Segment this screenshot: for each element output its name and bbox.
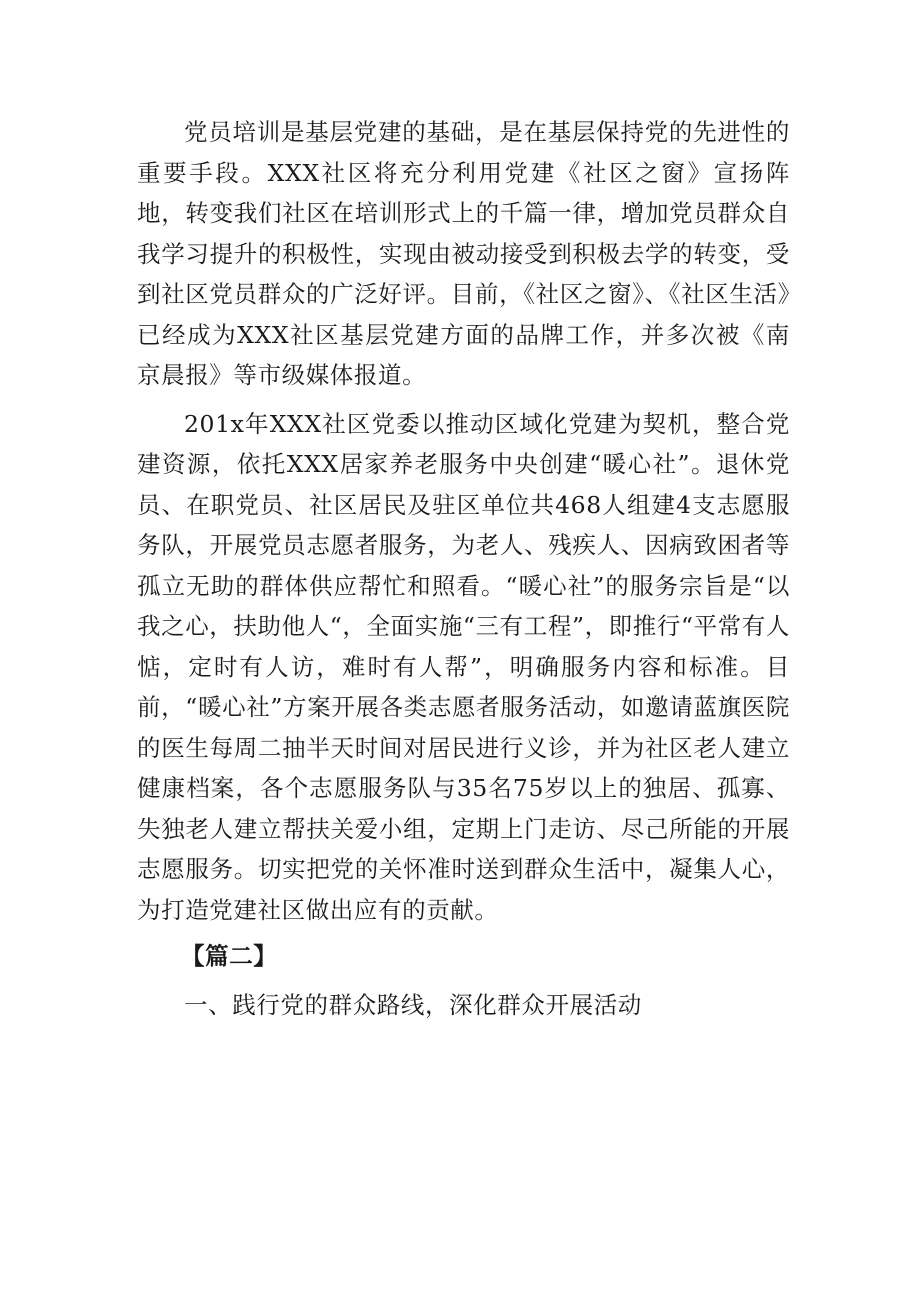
paragraph-warm-heart-society: 201x年XXX社区党委以推动区域化党建为契机，整合党建资源，依托XXX居家养老服务中央创建“暖心社”。退休党员、在职党员、社区居民及驻区单位共468人组建4支志愿服务队，开展党员志愿者服务，为老人、残疾人、因病致困者等孤立无助的群体供应帮忙和照看。“暖心社”的服务宗旨是“以我之心，扶助他人“，全面实施“三有工程”，即推行“平常有人惦，定时有人访，难时有人帮”，明确服务内容和标准。目前，“暖心社”方案开展各类志愿者服务活动，如邀请蓝旗医院的医生每周二抽半天时间对居民进行义诊，并为社区老人建立健康档案，各个志愿服务队与35名75岁以上的独居、孤寡、失独老人建立帮扶关爱小组，定期上门走访、尽己所能的开展志愿服务。切实把党的关怀准时送到群众生活中，凝集人心，为打造党建社区做出应有的贡献。 [137,409,790,924]
document-body [137,112,790,1025]
section-heading: 一、践行党的群众路线，深化群众开展活动 [184,990,642,1019]
section-tag: 【篇二】 [181,942,278,970]
paragraph-party-training: 党员培训是基层党建的基础，是在基层保持党的先进性的重要手段。XXX社区将充分利用党建《社区之窗》宣扬阵地，转变我们社区在培训形式上的千篇一律，增加党员群众自我学习提升的积极性，实现由被动接受到积极去学的转变，受到社区党员群众的广泛好评。目前，《社区之窗》、《社区生活》已经成为XXX社区基层党建方面的品牌工作，并多次被《南京晨报》等市级媒体报道。 [137,118,790,389]
